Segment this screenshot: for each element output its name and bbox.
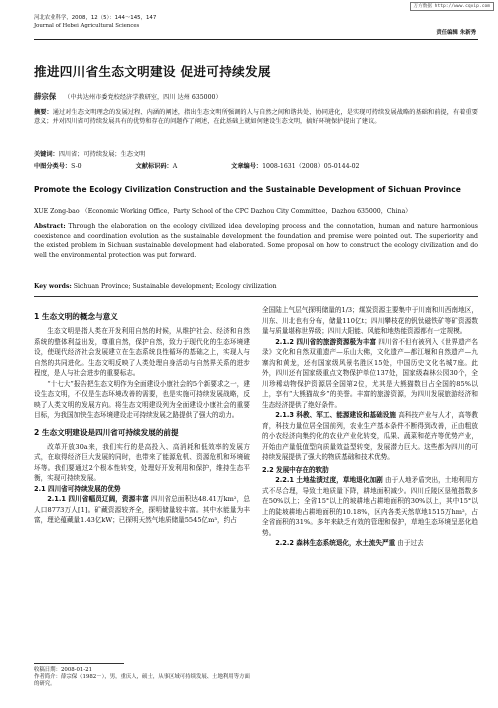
paragraph-text: 由于过去 (397, 539, 424, 547)
left-column (34, 305, 250, 526)
abstract-cn (34, 108, 478, 126)
header-rule (34, 39, 478, 40)
paragraph (34, 494, 250, 526)
subsubsection-heading: 2.1.1 四川省幅员辽阔，资源丰富 (47, 495, 149, 503)
journal-name-en: Journal of Hebei Agricultural Sciences (34, 23, 140, 29)
journal-citation: 河北农业科学，2008，12（5）：144～145，147 (34, 15, 157, 21)
paragraph: 全国陆上气层气探明储量的1/3；煤炭资源主要集中于川南和川西南地区，川东、川北也有分布，储量110亿t；四川攀枝花的钒钛磁铁矿等矿资源数量与质量堪称世界级；四川大阳能、风能和地热能资源都有一定规模。 (262, 306, 478, 335)
author-en: XUE Zong-bao （Economic Working Office，Party School of the CPC Dazhou City Committee，Dazhou 635000，China） (34, 208, 412, 215)
right-column (262, 305, 478, 549)
keywords-cn-label: 关键词： (34, 151, 59, 158)
classification-line (34, 162, 478, 171)
abstract-en-text: Through the elaboration on the ecology civilized idea developing process and the connotation, human and nature harmonious coexistence and coordination evolution as the sustainable development the foundation and premise were pointed out. The superiority and the existed problem in Sichuan sustainable development had elaborated. Some proposal on how to construct the ecology civilization and do well the environmental protection was put forward. (34, 223, 478, 259)
responsible-editor: 责任编辑 朱新秀 (436, 30, 476, 36)
subsubsection-heading: 2.1.2 四川省的旅游资源极为丰富 (275, 337, 377, 346)
paragraph-text: 四川省不但有被列入《世界遗产名录》文化和自然双重遗产—乐山大佛，文化遗产—都江堰和自然遗产—九寨沟和黄龙，还有国家级风景名胜区15处，中国历史文化名城7座。此外，四川还有国家级重点文物保护单位137处，国家级森林公园30个，全川珍稀动物保护资源居全国第2位，尤其是大熊猫数目占全国的85%以上，享有“大熊猫故乡”的美誉。丰富的旅游资源，为四川发展旅游经济和生态经济提供了绝好条件。 (262, 337, 478, 409)
author-line (34, 92, 222, 102)
author-name: 薛宗保 (34, 92, 57, 101)
paragraph (262, 475, 478, 538)
section-2-heading: 2 生态文明建设是四川省可持续发展的前提 (34, 427, 179, 437)
source-watermark: 万方数据 http://www.cqvip.com (410, 2, 494, 11)
subsubsection-heading: 2.2.2 森林生态系统退化，水土流失严重 (275, 539, 396, 547)
article-no-label: 文章编号： (231, 163, 263, 170)
abstract-rule (34, 296, 478, 297)
subsection-2-1-heading: 2.1 四川省可持续发展的优势 (34, 484, 121, 493)
doc-code-value: A (172, 163, 178, 170)
keywords-en-text: Sichuan Province; Sustainable development; Ecology civilization (71, 283, 277, 290)
paragraph-text: 四川省总面积达48.41万km²，总人口8773万人[1]。矿藏资源较齐全，探明储量较丰富。其中水能量为丰富，理论蕴藏量1.43亿kW；已探明天然气地质储量5545亿m³，约占 (34, 495, 250, 524)
footnote: 收稿日期：2008-01-21 作者简介：薛宗保（1982－），男，重庆人，硕士，从事区域可持续发展、土地利用等方面的研究。 (34, 667, 250, 687)
paragraph-text: 高科技产业与人才，高等教育，科技力量位居全国前列，农业生产基本条件不断得到改善，正由粗放的小农经济向集约化的农业产业化转变，瓜果、蔬菜和花卉等优势产业，开始由产量低值型向质量效益型转变，发展潜力巨大。这些都为四川的可持续发展提供了强大的物质基础和技术优势。 (262, 411, 478, 461)
paragraph: 改革开放30a来，我们实行的是高投入、高消耗和低效率的发展方式，在取得经济巨大发展的同时，也带来了能源危机、资源危机和环境破坏等。我们要通过2个根本性转变，处理好开发利用和保护，维持生态平衡，实现可持续发展。 (34, 442, 250, 482)
section-1-heading: 1 生态文明的概念与意义 (34, 312, 118, 321)
paragraph (262, 538, 478, 549)
keywords-en (34, 282, 277, 291)
abstract-en-label: Abstract: (34, 223, 66, 230)
subsubsection-heading: 2.2.1 土地盐渍过度，草地退化加剧 (275, 476, 383, 484)
keywords-cn-text: 四川省；可持续发展；生态文明 (58, 151, 146, 158)
paragraph: 生态文明是指人类在开发利用自然的时候，从维护社会、经济和自然系统的整体利益出发，尊重自然，保护自然，致力于现代化的生态环境建设，使现代经济社会发展建立在生态系统良性循环的基础之上，实现人与自然的共同进化。生态文明反映了人类处理自身活动与自然界关系的进步程度，是人与社会进步的重要标志。 (34, 327, 250, 377)
subsection-2-2-heading: 2.2 发展中存在的软肋 (262, 465, 329, 474)
subsubsection-heading: 2.1.3 科教、军工、能源建设和基础设施 (275, 411, 397, 419)
paragraph-text: 由于人地矛盾突出，土地利用方式不尽合理，导致土地质量下降，耕地面积减少。四川丘陵区垦殖指数多在50%以上；全省15°以上的坡耕地占耕地面积的30%以上，其中15°以上的陡坡耕地占耕地面积的10.18%，区内各类天然草地1515万hm²，占全省面积的31%。多年来缺乏有效的管理和保护，草地生态环境呈恶化趋势。 (262, 476, 478, 537)
paper-title: 推进四川省生态文明建设 促进可持续发展 (34, 64, 271, 79)
paragraph (262, 337, 478, 411)
author-affiliation: （中共达州市委党校经济学教研室，四川 达州 635000） (64, 94, 222, 101)
clc-value: S-0 (71, 163, 82, 170)
paragraph: “十七大”报告把生态文明作为全面建设小康社会的5个新要求之一，建设生态文明，不仅是生态环境改善的需要，也是实施可持续发展战略，反映了人类文明的发展方向。将生态文明建设列为全面建设小康社会的重要目标，为我国加快生态环境建设走可持续发展之路提供了强大的动力。 (34, 379, 250, 419)
abstract-cn-text: 通过对生态文明理念的发展过程、内涵的阐述，指出生态文明所强调的人与自然之间和谐共处、协同进化，是实现可持续发展战略的基础和前提，有着重要意义；并对四川省可持续发展具有的优势和存在的问题作了阐述，在此基础上就如何建设生态文明，搞好环境保护提出了建议。 (34, 109, 478, 126)
abstract-en (34, 222, 478, 260)
footnote-rule (34, 663, 124, 664)
title-en: Promote the Ecology Civilization Construction and the Sustainable Development of Sichuan Province (34, 185, 461, 194)
clc-label: 中图分类号： (34, 163, 72, 170)
doc-code-label: 文献标识码： (135, 163, 173, 170)
abstract-cn-label: 摘要： (34, 109, 53, 116)
keywords-cn (34, 150, 145, 159)
keywords-en-label: Key words: (34, 283, 72, 290)
article-no-value: 1008-1631（2008）05-0144-02 (262, 163, 360, 170)
paragraph (262, 410, 478, 463)
